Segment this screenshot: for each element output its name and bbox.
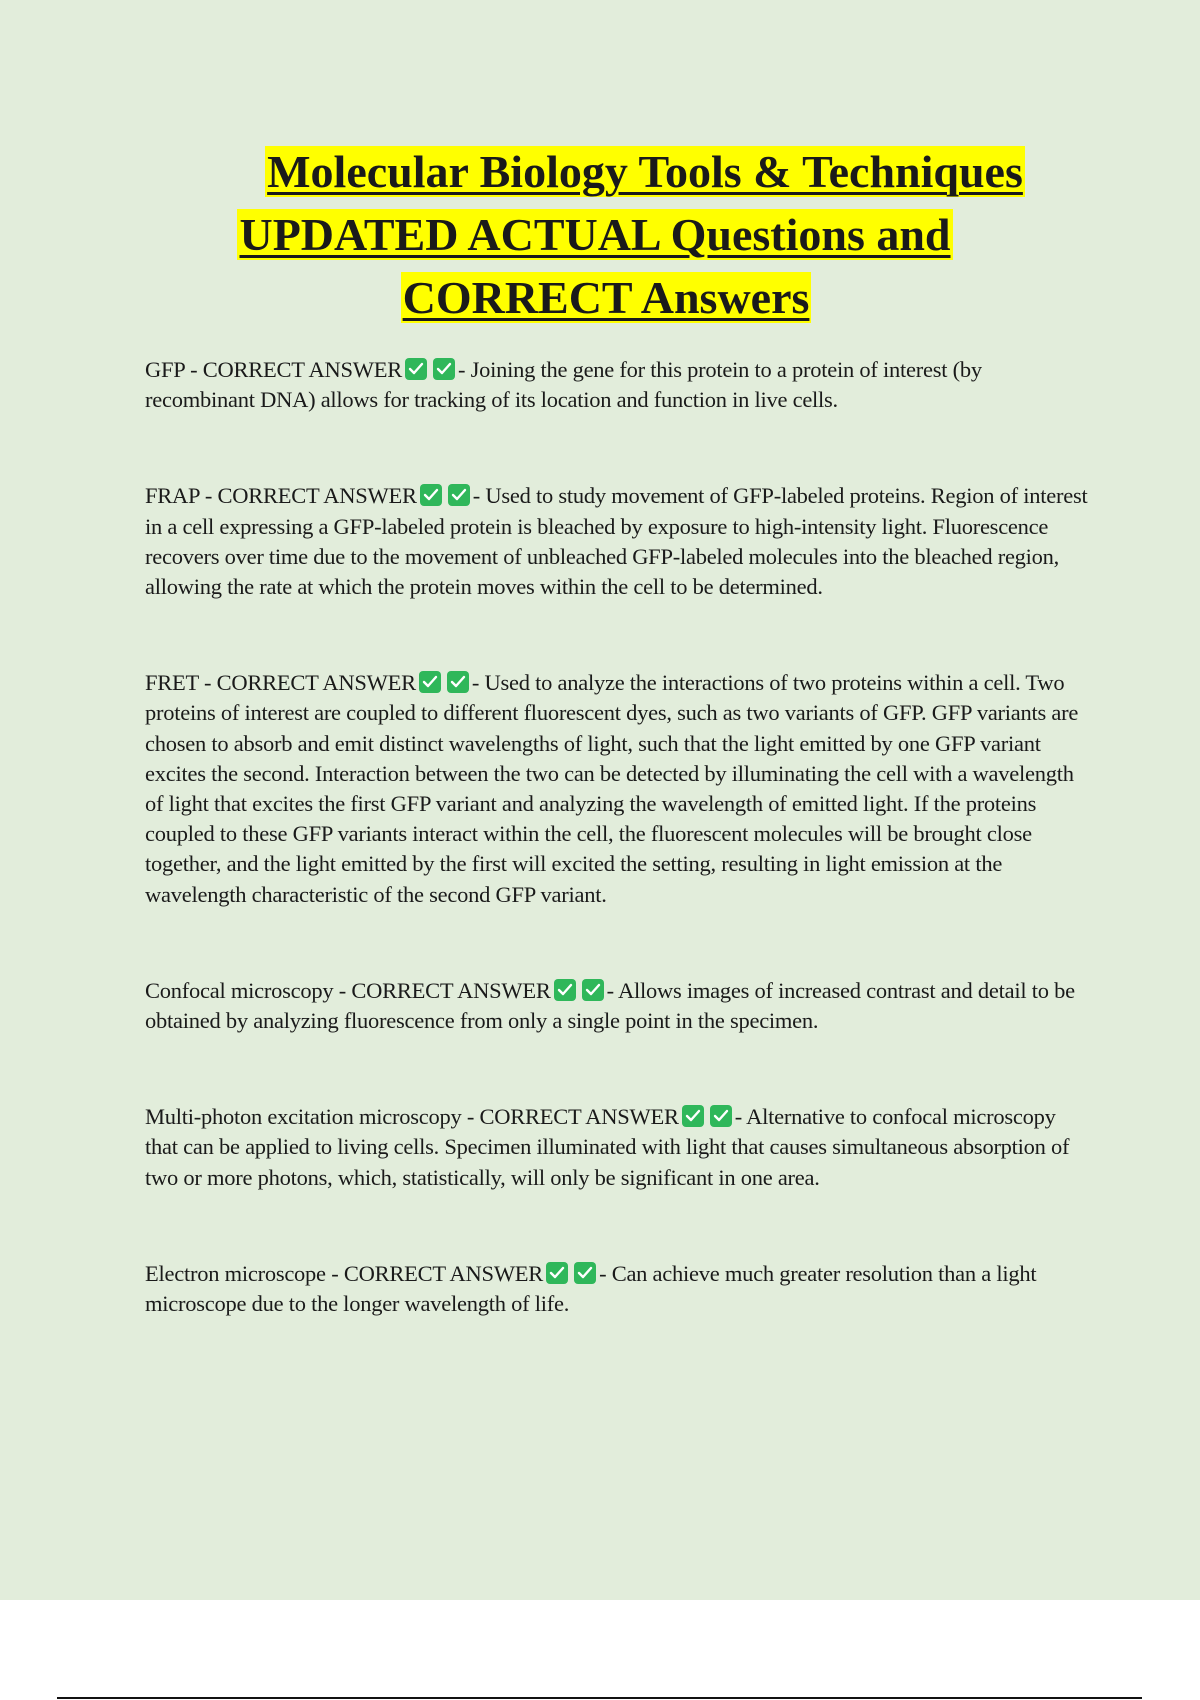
qa-definition: Used to analyze the interactions of two proteins within a cell. Two proteins of interest are coupled to different fluorescent dyes, such as two variants of GFP. GFP variants are chosen to absorb and emit distinct wavelengths of light, such that the light emitted by one GFP variant excites the second. Interaction between the two can be detected by illuminating the cell with a wavelength of light that excites the first GFP variant and analyzing the wavelength of emitted light. If the proteins coupled to these GFP variants interact within the cell, the fluorescent molecules will be brought close together, and the light emitted by the first will excited the setting, resulting in light emission at the wavelength characteristic of the second GFP variant. bbox=[145, 670, 1079, 907]
qa-entry: FRET - CORRECT ANSWER - Used to analyze the interactions of two proteins within a cell. Two proteins of interest are coupled to different fluorescent dyes, such as two variants of GFP. GFP variants are chosen to absorb and emit distinct wavelengths of light, such that the light emitted by one GFP variant excites the second. Interaction between the two can be detected by illuminating the cell with a wavelength of light that excites the first GFP variant and analyzing the wavelength of emitted light. If the proteins coupled to these GFP variants interact within the cell, the fluorescent molecules will be brought close together, and the light emitted by the first will excited the setting, resulting in light emission at the wavelength characteristic of the second GFP variant. bbox=[145, 670, 1079, 907]
check-box-icon bbox=[447, 671, 469, 693]
qa-definition: Can achieve much greater resolution than a light microscope due to the longer wavelength of life. bbox=[145, 1260, 1037, 1317]
qa-term: Multi-photon excitation microscopy bbox=[145, 1104, 462, 1130]
title-line-2: UPDATED ACTUAL Questions and bbox=[239, 209, 951, 260]
qa-entry: Multi-photon excitation microscopy - CORRECT ANSWER - Alternative to confocal microscopy that can be applied to living cells. Specimen illuminated with light that causes simultaneous absorption of two or more photons, which, statistically, will only be significant in one area. bbox=[145, 1104, 1070, 1190]
answer-marker: CORRECT ANSWER bbox=[217, 483, 417, 509]
check-box-icon bbox=[574, 1262, 596, 1284]
qa-definition: Joining the gene for this protein to a protein of interest (by recombinant DNA) allows for tracking of its location and function in live cells. bbox=[145, 357, 982, 413]
check-box-icon bbox=[682, 1105, 704, 1127]
qa-entry: Electron microscope - CORRECT ANSWER - Can achieve much greater resolution than a light microscope due to the longer wavelength of life. bbox=[145, 1260, 1037, 1317]
qa-term: GFP bbox=[145, 357, 185, 382]
qa-list bbox=[145, 355, 1090, 1385]
check-box-icon bbox=[420, 484, 442, 506]
qa-term: Electron microscope bbox=[145, 1260, 326, 1286]
title-line-3: CORRECT Answers bbox=[402, 272, 810, 323]
check-box-icon bbox=[546, 1262, 568, 1284]
qa-term: FRAP bbox=[145, 483, 200, 509]
answer-marker: CORRECT ANSWER bbox=[216, 670, 416, 696]
qa-definition: Alternative to confocal microscopy that can be applied to living cells. Specimen illuminated with light that causes simultaneous absorption of two or more photons, which, statistically, will only be significant in one area. bbox=[145, 1104, 1070, 1190]
answer-marker: CORRECT ANSWER bbox=[351, 977, 551, 1003]
qa-entry: GFP - CORRECT ANSWER - Joining the gene for this protein to a protein of interest (by recombinant DNA) allows for tracking of its location and function in live cells. bbox=[145, 357, 982, 413]
footer-rule bbox=[57, 1697, 1142, 1699]
qa-entry: FRAP - CORRECT ANSWER - Used to study movement of GFP-labeled proteins. Region of interest in a cell expressing a GFP-labeled protein is bleached by exposure to high-intensity light. Fluorescence recovers over time due to the movement of unbleached GFP-labeled molecules into the bleached region, allowing the rate at which the protein moves within the cell to be determined. bbox=[145, 483, 1088, 600]
answer-marker: CORRECT ANSWER bbox=[479, 1104, 679, 1130]
check-box-icon bbox=[419, 671, 441, 693]
qa-term: Confocal microscopy bbox=[145, 977, 334, 1003]
qa-definition: Used to study movement of GFP-labeled proteins. Region of interest in a cell expressing a GFP-labeled protein is bleached by exposure to high-intensity light. Fluorescence recovers over time due to the movement of unbleached GFP-labeled molecules into the bleached region, allowing the rate at which the protein moves within the cell to be determined. bbox=[145, 483, 1088, 600]
document-title bbox=[0, 140, 1200, 329]
check-box-icon bbox=[433, 358, 455, 380]
qa-term: FRET bbox=[145, 670, 199, 696]
check-box-icon bbox=[405, 358, 427, 380]
check-box-icon bbox=[448, 484, 470, 506]
check-box-icon bbox=[554, 979, 576, 1001]
check-box-icon bbox=[710, 1105, 732, 1127]
answer-marker: CORRECT ANSWER bbox=[202, 357, 402, 382]
answer-marker: CORRECT ANSWER bbox=[343, 1260, 544, 1286]
qa-entry: Confocal microscopy - CORRECT ANSWER - Allows images of increased contrast and detail to be obtained by analyzing fluorescence from only a single point in the specimen. bbox=[145, 977, 1075, 1034]
qa-definition: Allows images of increased contrast and detail to be obtained by analyzing fluorescence from only a single point in the specimen. bbox=[145, 977, 1075, 1034]
title-line-1: Molecular Biology Tools & Techniques bbox=[267, 146, 1023, 197]
check-box-icon bbox=[582, 979, 604, 1001]
